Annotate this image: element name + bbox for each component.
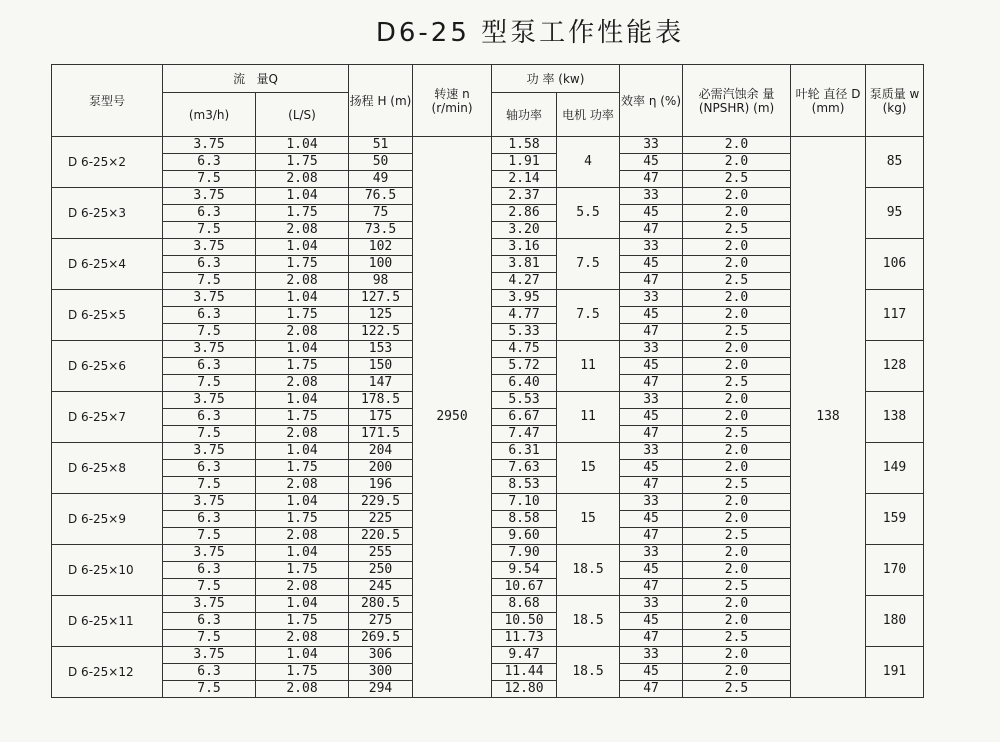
head-cell: 100 — [349, 256, 413, 273]
head-cell: 51 — [349, 137, 413, 154]
efficiency-cell: 45 — [620, 562, 683, 579]
efficiency-cell: 33 — [620, 188, 683, 205]
npsh-cell: 2.5 — [683, 477, 791, 494]
head-cell: 76.5 — [349, 188, 413, 205]
flow-ls-cell: 1.04 — [256, 188, 349, 205]
motor-power-cell: 5.5 — [557, 188, 620, 239]
efficiency-cell: 45 — [620, 409, 683, 426]
npsh-cell: 2.0 — [683, 341, 791, 358]
efficiency-cell: 45 — [620, 154, 683, 171]
flow-ls-cell: 1.04 — [256, 239, 349, 256]
flow-ls-cell: 1.04 — [256, 137, 349, 154]
shaft-power-cell: 2.14 — [492, 171, 557, 188]
pump-mass-cell: 128 — [866, 341, 924, 392]
head-cell: 229.5 — [349, 494, 413, 511]
npsh-cell: 2.0 — [683, 613, 791, 630]
flow-ls-cell: 1.04 — [256, 545, 349, 562]
flow-m3h-cell: 6.3 — [163, 409, 256, 426]
flow-ls-cell: 1.04 — [256, 443, 349, 460]
efficiency-cell: 33 — [620, 596, 683, 613]
flow-ls-cell: 1.75 — [256, 256, 349, 273]
flow-m3h-cell: 7.5 — [163, 630, 256, 647]
npsh-cell: 2.5 — [683, 273, 791, 290]
pump-model-cell: D 6-25×11 — [52, 596, 163, 647]
shaft-power-cell: 10.50 — [492, 613, 557, 630]
shaft-power-cell: 8.53 — [492, 477, 557, 494]
efficiency-cell: 33 — [620, 290, 683, 307]
pump-mass-cell: 170 — [866, 545, 924, 596]
npsh-cell: 2.5 — [683, 222, 791, 239]
head-cell: 306 — [349, 647, 413, 664]
efficiency-cell: 47 — [620, 630, 683, 647]
shaft-power-cell: 9.54 — [492, 562, 557, 579]
head-cell: 250 — [349, 562, 413, 579]
head-cell: 300 — [349, 664, 413, 681]
flow-ls-cell: 1.04 — [256, 392, 349, 409]
flow-ls-cell: 1.75 — [256, 358, 349, 375]
flow-ls-cell: 2.08 — [256, 579, 349, 596]
npsh-cell: 2.0 — [683, 647, 791, 664]
efficiency-cell: 47 — [620, 222, 683, 239]
pump-mass-cell: 95 — [866, 188, 924, 239]
efficiency-cell: 45 — [620, 460, 683, 477]
efficiency-cell: 47 — [620, 579, 683, 596]
pump-model-cell: D 6-25×8 — [52, 443, 163, 494]
head-cell: 102 — [349, 239, 413, 256]
flow-m3h-cell: 6.3 — [163, 664, 256, 681]
pump-mass-cell: 149 — [866, 443, 924, 494]
pump-mass-cell: 85 — [866, 137, 924, 188]
pump-model-cell: D 6-25×5 — [52, 290, 163, 341]
flow-m3h-cell: 6.3 — [163, 460, 256, 477]
efficiency-cell: 33 — [620, 647, 683, 664]
npsh-cell: 2.0 — [683, 307, 791, 324]
shaft-power-cell: 7.90 — [492, 545, 557, 562]
flow-m3h-cell: 7.5 — [163, 222, 256, 239]
pump-model-cell: D 6-25×2 — [52, 137, 163, 188]
flow-m3h-cell: 6.3 — [163, 358, 256, 375]
flow-m3h-cell: 7.5 — [163, 528, 256, 545]
shaft-power-cell: 11.73 — [492, 630, 557, 647]
shaft-power-cell: 9.60 — [492, 528, 557, 545]
pump-model-cell: D 6-25×4 — [52, 239, 163, 290]
flow-m3h-cell: 6.3 — [163, 307, 256, 324]
flow-m3h-cell: 3.75 — [163, 188, 256, 205]
efficiency-cell: 47 — [620, 477, 683, 494]
npsh-cell: 2.0 — [683, 205, 791, 222]
npsh-cell: 2.0 — [683, 154, 791, 171]
flow-ls-cell: 2.08 — [256, 528, 349, 545]
head-cell: 220.5 — [349, 528, 413, 545]
npsh-cell: 2.0 — [683, 562, 791, 579]
flow-m3h-cell: 6.3 — [163, 613, 256, 630]
efficiency-cell: 47 — [620, 528, 683, 545]
flow-m3h-cell: 3.75 — [163, 290, 256, 307]
flow-m3h-cell: 3.75 — [163, 239, 256, 256]
pump-mass-cell: 138 — [866, 392, 924, 443]
flow-m3h-cell: 3.75 — [163, 647, 256, 664]
npsh-cell: 2.0 — [683, 358, 791, 375]
shaft-power-cell: 3.95 — [492, 290, 557, 307]
shaft-power-cell: 11.44 — [492, 664, 557, 681]
pump-model-cell: D 6-25×7 — [52, 392, 163, 443]
efficiency-cell: 47 — [620, 324, 683, 341]
flow-m3h-cell: 7.5 — [163, 375, 256, 392]
efficiency-cell: 33 — [620, 137, 683, 154]
head-cell: 294 — [349, 681, 413, 698]
shaft-power-cell: 3.81 — [492, 256, 557, 273]
shaft-power-cell: 1.58 — [492, 137, 557, 154]
flow-m3h-cell: 7.5 — [163, 273, 256, 290]
head-cell: 245 — [349, 579, 413, 596]
pump-model-cell: D 6-25×10 — [52, 545, 163, 596]
table-row — [52, 137, 924, 154]
flow-m3h-cell: 7.5 — [163, 171, 256, 188]
head-cell: 269.5 — [349, 630, 413, 647]
shaft-power-cell: 7.10 — [492, 494, 557, 511]
flow-ls-cell: 1.75 — [256, 307, 349, 324]
flow-ls-cell: 2.08 — [256, 426, 349, 443]
efficiency-cell: 45 — [620, 613, 683, 630]
flow-ls-cell: 2.08 — [256, 222, 349, 239]
efficiency-cell: 47 — [620, 171, 683, 188]
flow-ls-cell: 1.75 — [256, 664, 349, 681]
flow-m3h-cell: 6.3 — [163, 511, 256, 528]
motor-power-cell: 11 — [557, 392, 620, 443]
efficiency-cell: 47 — [620, 273, 683, 290]
flow-m3h-cell: 3.75 — [163, 392, 256, 409]
motor-power-cell: 15 — [557, 494, 620, 545]
head-cell: 196 — [349, 477, 413, 494]
npsh-cell: 2.5 — [683, 630, 791, 647]
flow-ls-cell: 1.75 — [256, 409, 349, 426]
shaft-power-cell: 10.67 — [492, 579, 557, 596]
flow-ls-cell: 2.08 — [256, 630, 349, 647]
npsh-cell: 2.0 — [683, 137, 791, 154]
flow-m3h-cell: 7.5 — [163, 681, 256, 698]
head-cell: 175 — [349, 409, 413, 426]
npsh-cell: 2.0 — [683, 596, 791, 613]
npsh-cell: 2.5 — [683, 324, 791, 341]
table-header — [52, 65, 924, 137]
head-cell: 122.5 — [349, 324, 413, 341]
flow-m3h-cell: 6.3 — [163, 256, 256, 273]
flow-m3h-cell: 3.75 — [163, 545, 256, 562]
head-cell: 171.5 — [349, 426, 413, 443]
shaft-power-cell: 6.40 — [492, 375, 557, 392]
flow-m3h-cell: 3.75 — [163, 596, 256, 613]
efficiency-cell: 33 — [620, 545, 683, 562]
npsh-cell: 2.0 — [683, 188, 791, 205]
efficiency-cell: 47 — [620, 426, 683, 443]
npsh-cell: 2.0 — [683, 545, 791, 562]
npsh-cell: 2.0 — [683, 511, 791, 528]
flow-m3h-cell: 7.5 — [163, 426, 256, 443]
shaft-power-cell: 5.53 — [492, 392, 557, 409]
flow-m3h-cell: 7.5 — [163, 579, 256, 596]
efficiency-cell: 47 — [620, 681, 683, 698]
header-impeller: 叶轮 直径 D (mm) — [791, 65, 866, 137]
pump-performance-table — [51, 64, 924, 698]
efficiency-cell: 45 — [620, 256, 683, 273]
flow-ls-cell: 2.08 — [256, 324, 349, 341]
shaft-power-cell: 9.47 — [492, 647, 557, 664]
pump-mass-cell: 180 — [866, 596, 924, 647]
npsh-cell: 2.0 — [683, 460, 791, 477]
efficiency-cell: 33 — [620, 341, 683, 358]
flow-ls-cell: 1.75 — [256, 154, 349, 171]
npsh-cell: 2.0 — [683, 256, 791, 273]
head-cell: 147 — [349, 375, 413, 392]
efficiency-cell: 33 — [620, 443, 683, 460]
flow-ls-cell: 1.75 — [256, 205, 349, 222]
header-flow-ls: (L/S) — [256, 93, 349, 137]
pump-model-cell: D 6-25×9 — [52, 494, 163, 545]
impeller-diameter-cell: 138 — [791, 137, 866, 698]
flow-m3h-cell: 6.3 — [163, 205, 256, 222]
motor-power-cell: 4 — [557, 137, 620, 188]
shaft-power-cell: 2.86 — [492, 205, 557, 222]
head-cell: 178.5 — [349, 392, 413, 409]
shaft-power-cell: 7.47 — [492, 426, 557, 443]
shaft-power-cell: 8.58 — [492, 511, 557, 528]
npsh-cell: 2.0 — [683, 443, 791, 460]
header-efficiency: 效率 η (%) — [620, 65, 683, 137]
shaft-power-cell: 4.75 — [492, 341, 557, 358]
head-cell: 150 — [349, 358, 413, 375]
shaft-power-cell: 8.68 — [492, 596, 557, 613]
npsh-cell: 2.0 — [683, 392, 791, 409]
head-cell: 280.5 — [349, 596, 413, 613]
shaft-power-cell: 2.37 — [492, 188, 557, 205]
flow-m3h-cell: 3.75 — [163, 443, 256, 460]
npsh-cell: 2.0 — [683, 494, 791, 511]
pump-model-cell: D 6-25×6 — [52, 341, 163, 392]
efficiency-cell: 45 — [620, 511, 683, 528]
npsh-cell: 2.0 — [683, 409, 791, 426]
efficiency-cell: 45 — [620, 205, 683, 222]
flow-ls-cell: 2.08 — [256, 273, 349, 290]
shaft-power-cell: 3.20 — [492, 222, 557, 239]
flow-m3h-cell: 6.3 — [163, 154, 256, 171]
shaft-power-cell: 4.27 — [492, 273, 557, 290]
efficiency-cell: 33 — [620, 494, 683, 511]
shaft-power-cell: 4.77 — [492, 307, 557, 324]
head-cell: 50 — [349, 154, 413, 171]
npsh-cell: 2.0 — [683, 664, 791, 681]
head-cell: 204 — [349, 443, 413, 460]
flow-m3h-cell: 7.5 — [163, 324, 256, 341]
head-cell: 275 — [349, 613, 413, 630]
flow-ls-cell: 1.75 — [256, 562, 349, 579]
header-motor-power: 电机 功率 — [557, 93, 620, 137]
pump-mass-cell: 191 — [866, 647, 924, 698]
flow-m3h-cell: 7.5 — [163, 477, 256, 494]
page-title: D6-25 型泵工作性能表 — [375, 18, 685, 48]
head-cell: 125 — [349, 307, 413, 324]
efficiency-cell: 47 — [620, 375, 683, 392]
flow-ls-cell: 2.08 — [256, 171, 349, 188]
table-body — [52, 137, 924, 698]
efficiency-cell: 45 — [620, 307, 683, 324]
shaft-power-cell: 3.16 — [492, 239, 557, 256]
shaft-power-cell: 5.33 — [492, 324, 557, 341]
motor-power-cell: 7.5 — [557, 239, 620, 290]
npsh-cell: 2.5 — [683, 528, 791, 545]
flow-ls-cell: 2.08 — [256, 375, 349, 392]
head-cell: 98 — [349, 273, 413, 290]
head-cell: 153 — [349, 341, 413, 358]
flow-ls-cell: 1.75 — [256, 511, 349, 528]
npsh-cell: 2.5 — [683, 375, 791, 392]
motor-power-cell: 7.5 — [557, 290, 620, 341]
pump-mass-cell: 159 — [866, 494, 924, 545]
flow-m3h-cell: 3.75 — [163, 341, 256, 358]
header-speed: 转速 n (r/min) — [413, 65, 492, 137]
shaft-power-cell: 6.31 — [492, 443, 557, 460]
pump-mass-cell: 106 — [866, 239, 924, 290]
efficiency-cell: 33 — [620, 392, 683, 409]
pump-model-cell: D 6-25×12 — [52, 647, 163, 698]
npsh-cell: 2.5 — [683, 681, 791, 698]
flow-ls-cell: 2.08 — [256, 681, 349, 698]
flow-ls-cell: 1.75 — [256, 613, 349, 630]
head-cell: 255 — [349, 545, 413, 562]
shaft-power-cell: 6.67 — [492, 409, 557, 426]
npsh-cell: 2.0 — [683, 239, 791, 256]
efficiency-cell: 45 — [620, 358, 683, 375]
flow-ls-cell: 1.75 — [256, 460, 349, 477]
flow-ls-cell: 1.04 — [256, 596, 349, 613]
header-power: 功 率 (kw) — [492, 65, 620, 93]
efficiency-cell: 33 — [620, 239, 683, 256]
motor-power-cell: 18.5 — [557, 647, 620, 698]
efficiency-cell: 45 — [620, 664, 683, 681]
flow-m3h-cell: 3.75 — [163, 137, 256, 154]
header-model: 泵型号 — [52, 65, 163, 137]
header-flow-m3h: (m3/h) — [163, 93, 256, 137]
head-cell: 73.5 — [349, 222, 413, 239]
motor-power-cell: 15 — [557, 443, 620, 494]
head-cell: 49 — [349, 171, 413, 188]
npsh-cell: 2.5 — [683, 426, 791, 443]
motor-power-cell: 11 — [557, 341, 620, 392]
npsh-cell: 2.5 — [683, 171, 791, 188]
flow-ls-cell: 1.04 — [256, 290, 349, 307]
header-head: 扬程 H (m) — [349, 65, 413, 137]
shaft-power-cell: 5.72 — [492, 358, 557, 375]
shaft-power-cell: 1.91 — [492, 154, 557, 171]
header-mass: 泵质量 w (kg) — [866, 65, 924, 137]
header-flow: 流 量Q — [163, 65, 349, 93]
shaft-power-cell: 7.63 — [492, 460, 557, 477]
flow-ls-cell: 1.04 — [256, 494, 349, 511]
header-npsh: 必需汽蚀余 量(NPSHR) (m) — [683, 65, 791, 137]
head-cell: 225 — [349, 511, 413, 528]
flow-m3h-cell: 3.75 — [163, 494, 256, 511]
shaft-power-cell: 12.80 — [492, 681, 557, 698]
flow-m3h-cell: 6.3 — [163, 562, 256, 579]
flow-ls-cell: 2.08 — [256, 477, 349, 494]
pump-model-cell: D 6-25×3 — [52, 188, 163, 239]
motor-power-cell: 18.5 — [557, 596, 620, 647]
flow-ls-cell: 1.04 — [256, 341, 349, 358]
npsh-cell: 2.0 — [683, 290, 791, 307]
npsh-cell: 2.5 — [683, 579, 791, 596]
motor-power-cell: 18.5 — [557, 545, 620, 596]
head-cell: 127.5 — [349, 290, 413, 307]
header-shaft-power: 轴功率 — [492, 93, 557, 137]
pump-mass-cell: 117 — [866, 290, 924, 341]
head-cell: 200 — [349, 460, 413, 477]
head-cell: 75 — [349, 205, 413, 222]
flow-ls-cell: 1.04 — [256, 647, 349, 664]
speed-cell: 2950 — [413, 137, 492, 698]
